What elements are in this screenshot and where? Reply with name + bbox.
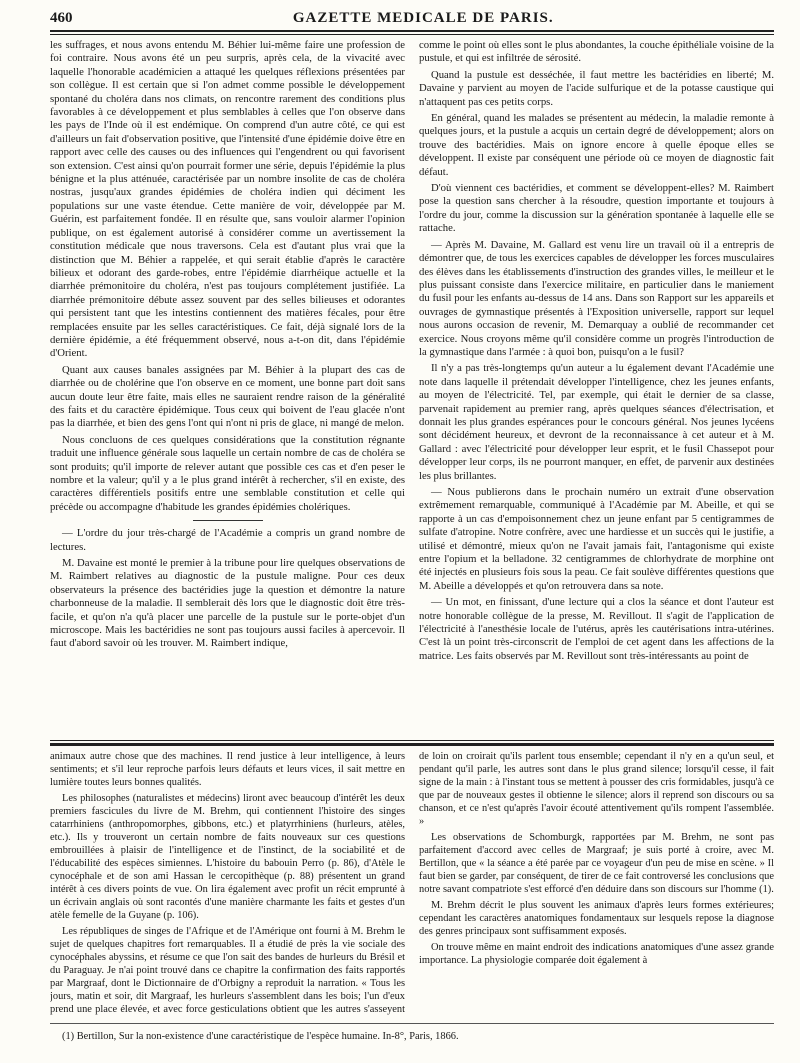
paragraph: M. Davaine est monté le premier à la tribune pour lire quelques observations de M. Raimbert relatives au diagnostic de la pustule maligne. Pour ces deux observateurs la présence des bactéridies juge la question et démontre la nature charbonneuse de la maladie. Il semblerait dès lors que le diagnostic doit être très-facile, et qu'on n'a qu'à placer une parcelle de la pustule sur le porte-objet d'un microscope. Mais les bactéridies ne sont pas toujours aussi faciles à apercevoir. Il faut d'abord savoir où les trouver. M. Raimbert indique, <box>50 557 405 650</box>
section-divider <box>50 740 774 746</box>
separator-rule <box>193 520 263 521</box>
bottom-section <box>50 750 774 1015</box>
header-rule <box>50 34 774 35</box>
paragraph: Quand la pustule est desséchée, il faut mettre les bactéridies en liberté; M. Davaine y parvient au moyen de l'acide sulfurique et de la potasse caustique qui n'attaquent pas ces petits corps. <box>419 68 774 108</box>
top-left-column <box>50 39 405 734</box>
paragraph: — Après M. Davaine, M. Gallard est venu lire un travail où il a entrepris de démontrer que, de tous les exercices capables de développer les forces musculaires des élèves dans les établissements d'instruction des grandes villes, le meilleur et le plus puissant consiste dans l'exercice militaire, en particulier dans le maniement du fusil pour les enfants au-dessus de 14 ans. Dans son Rapport sur les appareils et ouvrages de gymnastique présentés à l'Exposition universelle, rapport sur lequel nous aurons occasion de revenir, M. Demarquay a oublié de recommander cet exercice. Nous croyons même qu'il considère comme un progrès l'introduction de la gymnastique dans l'armée : à quoi bon, puisqu'on a le fusil? <box>419 238 774 358</box>
paragraph: D'où viennent ces bactéridies, et comment se développent-elles? M. Raimbert pose la question sans chercher à la résoudre, question importante et toujours à l'ordre du jour, comme la discussion sur la génération spontanée à laquelle elle se rattache. <box>419 182 774 235</box>
paragraph: M. Brehm décrit le plus souvent les animaux d'après leurs formes extérieures; cependant les caractères anatomiques fondamentaux sur lesquels repose la diagnose des genres principaux sont suffisamment exposés. <box>419 900 774 937</box>
page-number: 460 <box>50 10 73 26</box>
footnote: (1) Bertillon, Sur la non-existence d'une caractéristique de l'espèce humaine. In-8°, Paris, 1866. <box>50 1023 774 1043</box>
paragraph: animaux autre chose que des machines. Il rend justice à leur intelligence, à leurs sentiments; et s'il leur reproche parfois leurs défauts et leurs vices, il sait mettre en lumière toutes leurs bonnes qualités. <box>50 751 405 788</box>
masthead <box>50 10 774 32</box>
paragraph: Les républiques de singes de l'Afrique et de l'Amérique ont fourni à M. Brehm le sujet de quelques chapitres fort remarquables. Il a étudié de près la vie sociale des cynocéphales abyssins, et résume ce que l'on sait des bandes de hurleurs du Brésil et du Paraguay. Je n'ai point trouvé dans ce chapitre la confirmation des faits rapportés par Margraaf, dont le Dictionnaire de d'Orbigny a reproduit la narration. « Tous les jours, matin et soir, dit Margraaf, les hurleurs s'assemblent dans les bois; l'un d'eux prend une place élevée, et avec force gesticulations obtient que les autres s'asseyent <box>50 926 405 1015</box>
top-section <box>50 39 774 734</box>
bottom-right-column <box>419 750 774 1015</box>
paragraph: de loin on croirait qu'ils parlent tous ensemble; cependant il n'y en a qu'un seul, et pendant qu'il parle, les autres sont dans le plus grand silence; lorsqu'il cesse, il fait signe de la main : à l'instant tous se mettent à pousser des cris formidables, jusqu'à ce que par de nouveaux gestes il obtienne le silence; alors il reprend son discours ou sa chanson, et ce n'est qu'après l'avoir écouté attentivement qu'ils rompent l'assemblée. » <box>419 751 774 827</box>
paragraph: Il n'y a pas très-longtemps qu'un auteur a lu également devant l'Académie une note dans laquelle il prétendait développer l'intelligence, chez les jeunes enfants, au moyen de l'électricité. Tel, par exemple, qui était le dernier de sa classe, parvenait rapidement au premier rang, après quelques séances d'électrisation, et donnait les plus grandes espérances pour le concours général. Nos jeunes lycéens sont décidément heureux, et devront de la reconnaissance à cet auteur et à M. Gallard : avec l'électricité pour développer leur esprit, et le fusil Chassepot pour développer leur corps, ils ne pourront manquer, en effet, de parvenir aux destinées les plus brillantes. <box>419 362 774 482</box>
paragraph: — L'ordre du jour très-chargé de l'Académie a compris un grand nombre de lectures. <box>50 527 405 553</box>
paragraph: les suffrages, et nous avons entendu M. Béhier lui-même faire une profession de foi contraire. Nous avons été un peu surpris, après cela, de la vivacité avec laquelle l'honorable académicien a attaqué les quelques réflexions présentées par son collègue. Il est certain que si l'on admet comme possible le développement spontané du choléra dans nos climats, on rencontre rarement des conditions plus favorables à ce développement et plus semblables à celles que l'on observe dans les pays de l'Inde où il est endémique. On comprend d'un autre côté, ce qui est d'ailleurs un fait d'observation positive, que l'intensité d'une épidémie doive être en rapport avec celle des causes ou des influences qui l'engendrent ou qui favorisent son extension. C'est ainsi qu'on pourrait former une série, depuis l'épidémie la plus bénigne et la plus atténuée, caractérisée par un nombre insolite de cas de choléra nostras, jusqu'aux grandes épidémies de choléra indien qui déciment les populations sur une vaste étendue. Cette manière de voir, développée par M. Guérin, est parfaitement fondée. Il en résulte que, sans vouloir alarmer l'opinion publique, on est également autorisé à considérer comme un avertissement la constitution médicale que nous traversons. Cela est d'autant plus vrai que la distinction que M. Béhier a rappelée, et qui serait établie d'après le caractère bilieux et odorant des garde-robes, entre l'épidémie diarrhéique actuelle et la diarrhée prémonitoire du choléra, n'est pas toujours complétement justifiée. La diarrhée prémonitoire débute assez souvent par des selles bilieuses et odorantes qui persistent tant que les intestins contiennent des matières fécales, pour être remplacées ensuite par les selles caractéristiques. Ce fait, déjà signalé lors de la dernière épidémie, a été fréquemment observé, nous a-t-on dit, dans l'épidémie d'Orient. <box>50 39 405 360</box>
bottom-left-column <box>50 750 405 1015</box>
paragraph: Quant aux causes banales assignées par M. Béhier à la plupart des cas de diarrhée ou de cholérine que l'on observe en ce moment, une bonne part doit sans aucun doute leur être faite, mais elles ne sauraient rendre raison de la généralité des faits et du caractère épidémique. Tous ceux qui boivent de l'eau glacée n'ont pas la diarrhée, et bien des gens l'ont qui n'ont ni pris de glace, ni mangé de melon. <box>50 363 405 430</box>
paragraph: comme le point où elles sont le plus abondantes, la couche épithéliale voisine de la pustule, et qui est infiltrée de sérosité. <box>419 39 774 65</box>
journal-title: GAZETTE MEDICALE DE PARIS. <box>292 10 554 26</box>
paragraph: Les philosophes (naturalistes et médecins) liront avec beaucoup d'intérêt les deux premiers fascicules du livre de M. Brehm, qui contiennent l'histoire des singes catarrhiniens (anthropomorphes, gibbons, etc.) et platyrrhiniens (hurleurs, atèles, etc.). Ils y trouveront un certain nombre de faits nouveaux sur ces questions embrouillées à plaisir de l'intelligence et de l'instinct, de la sociabilité et de l'éducabilité des espèces simiennes. L'histoire du babouin Perro (p. 86), d'Atèle le cynocéphale et de son ami Hassan le cercopithèque (p. 88) présentent un grand intérêt à ces divers points de vue. On lira également avec profit un récit emprunté à un écrivain anglais où sont racontés d'une manière charmante les faits et gestes d'un atèle femelle de la Guyane (p. 106). <box>50 793 405 921</box>
paragraph: — Nous publierons dans le prochain numéro un extrait d'une observation extrêmement remarquable, communiqué à l'Académie par M. Abeille, et qui se rapporte à un cas d'empoisonnement chez un jeune enfant par 5 centigrammes de sulfate d'atropine. Notre confrère, avec une hardiesse et un succès qui le justifie, a utilisé et démontré, mieux qu'on ne l'avait jamais fait, l'antagonisme qui existe entre l'opium et la belladone. 32 centigrammes de chlorhydrate de morphine ont été injectés en plusieurs fois sous la peau. Ce fait soulève différentes questions que M. Abeille a développés et qu'on retrouvera dans sa note. <box>419 486 774 592</box>
paragraph: Les observations de Schomburgk, rapportées par M. Brehm, ne sont pas parfaitement d'accord avec celles de Margraaf; je suis porté à croire, avec M. Bertillon, que « la séance a été parée par ce voyageur d'un peu de mise en scène. » Il faut bien se garder, par conséquent, de tirer de ce fait controversé les conclusions que notre savant compatriote s'est efforcé d'en déduire dans son discours sur l'homme (1). <box>419 832 774 895</box>
paragraph: — Un mot, en finissant, d'une lecture qui a clos la séance et dont l'auteur est notre honorable collègue de la presse, M. Revillout. Il s'agit de l'application de l'électricité à l'anesthésie locale de l'utérus, après les cautérisations intra-utérines. C'est là un point très-circonscrit de l'emploi de cet agent dans les affections de la matrice. Les faits observés par M. Revillout sont très-intéressants au point de <box>419 596 774 662</box>
paragraph: Nous concluons de ces quelques considérations que la constitution régnante traduit une influence générale sous laquelle un certain nombre de cas de choléra se sont produits; qu'il importe de relever autant que possible ces cas et d'en peser le nombre et la valeur; qu'il y a le plus grand intérêt à rechercher, s'il en existe, des caractères différentiels positifs entre une semblable constitution et celle qui précède ou accompagne d'habitude les grandes épidémies cholériques. <box>50 433 405 513</box>
paragraph: En général, quand les malades se présentent au médecin, la maladie remonte à quelques jours, et la pustule a acquis un certain degré de développement; alors on trouve des bactéridies. Mais on ignore encore à quelle époque elles se développent. Il existe par conséquent une période où ce moyen de diagnostic fait défaut. <box>419 112 774 178</box>
paragraph: On trouve même en maint endroit des indications anatomiques d'une assez grande importance. La physiologie comparée doit également à <box>419 942 774 966</box>
top-right-column <box>419 39 774 734</box>
